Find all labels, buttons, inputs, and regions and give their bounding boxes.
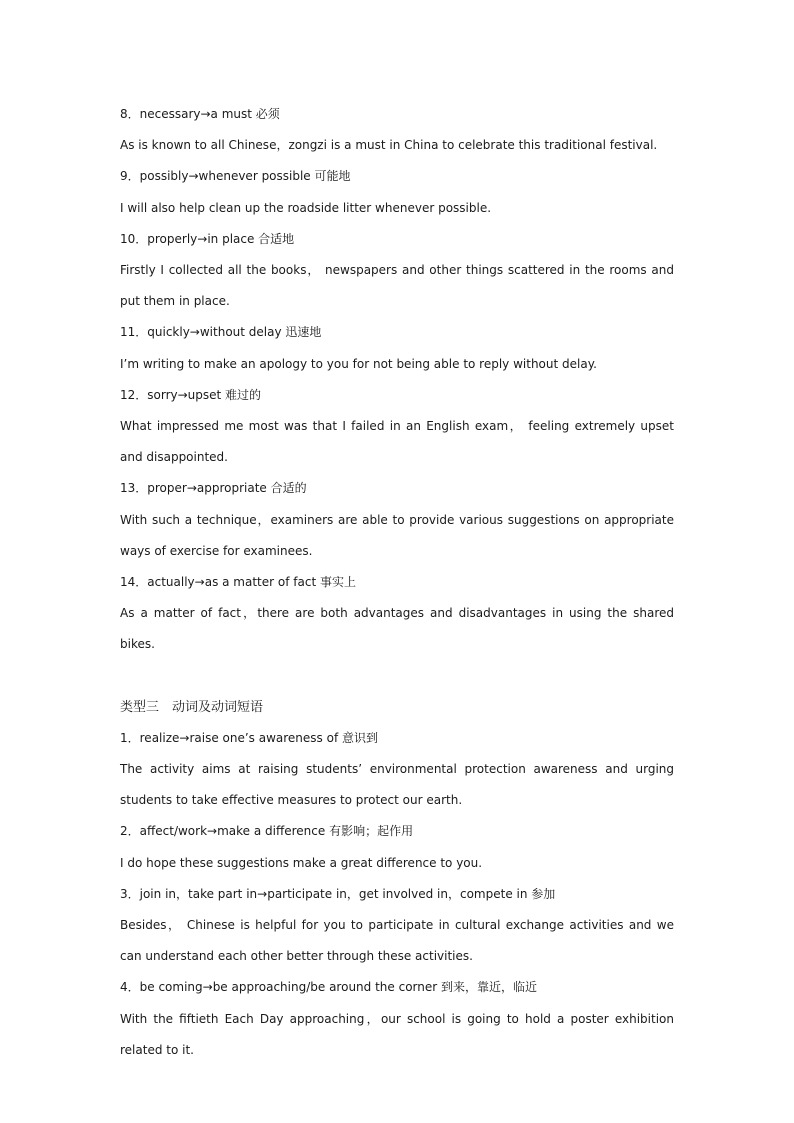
vocab-item [120, 224, 674, 318]
vocab-item [120, 99, 674, 161]
item-example: With such a technique，examiners are able to provide various suggestions on appropriate ways of exercise for examinees. [120, 512, 674, 558]
vocab-item [120, 879, 674, 973]
item-example: I do hope these suggestions make a great difference to you. [120, 855, 483, 870]
item-heading: 2．affect/work→make a difference 有影响；起作用 [120, 824, 414, 839]
item-example: The activity aims at raising students’ environmental protection awareness and urging students to take effective measures to protect our earth. [120, 762, 674, 808]
vocab-item [120, 567, 674, 661]
vocab-item [120, 972, 674, 1066]
vocab-item [120, 161, 674, 223]
item-example: With the fiftieth Each Day approaching，our school is going to hold a poster exhibition related to it. [120, 1011, 674, 1057]
item-heading: 10．properly→in place 合适地 [120, 231, 295, 246]
item-example: Besides， Chinese is helpful for you to participate in cultural exchange activities and we can understand each other better through these activities. [120, 918, 674, 964]
item-heading: 14．actually→as a matter of fact 事实上 [120, 575, 356, 590]
vocab-item [120, 380, 674, 474]
vocab-item [120, 723, 674, 817]
item-heading: 1．realize→raise one’s awareness of 意识到 [120, 730, 378, 745]
item-heading: 4．be coming→be approaching/be around the corner 到来，靠近，临近 [120, 980, 537, 995]
document-body [120, 99, 674, 1066]
item-example: As a matter of fact，there are both advantages and disadvantages in using the shared bikes. [120, 606, 674, 652]
item-heading: 13．proper→appropriate 合适的 [120, 481, 307, 496]
item-example: Firstly I collected all the books， newspapers and other things scattered in the rooms and put them in place. [120, 263, 674, 309]
item-example: I’m writing to make an apology to you for not being able to reply without delay. [120, 356, 597, 371]
vocab-item [120, 473, 674, 567]
vocab-item [120, 317, 674, 379]
item-heading: 12．sorry→upset 难过的 [120, 387, 262, 402]
item-heading: 9．possibly→whenever possible 可能地 [120, 169, 351, 184]
item-example: As is known to all Chinese，zongzi is a must in China to celebrate this traditional festival. [120, 138, 658, 153]
item-heading: 11．quickly→without delay 迅速地 [120, 325, 322, 340]
vocab-item [120, 816, 674, 878]
item-heading: 3．join in，take part in→participate in，get involved in，compete in 参加 [120, 886, 556, 901]
item-example: I will also help clean up the roadside litter whenever possible. [120, 200, 492, 215]
item-heading: 8．necessary→a must 必须 [120, 107, 280, 121]
section-spacer [120, 661, 674, 692]
item-example: What impressed me most was that I failed in an English exam， feeling extremely upset and disappointed. [120, 419, 674, 465]
section-title: 类型三 动词及动词短语 [120, 699, 264, 715]
